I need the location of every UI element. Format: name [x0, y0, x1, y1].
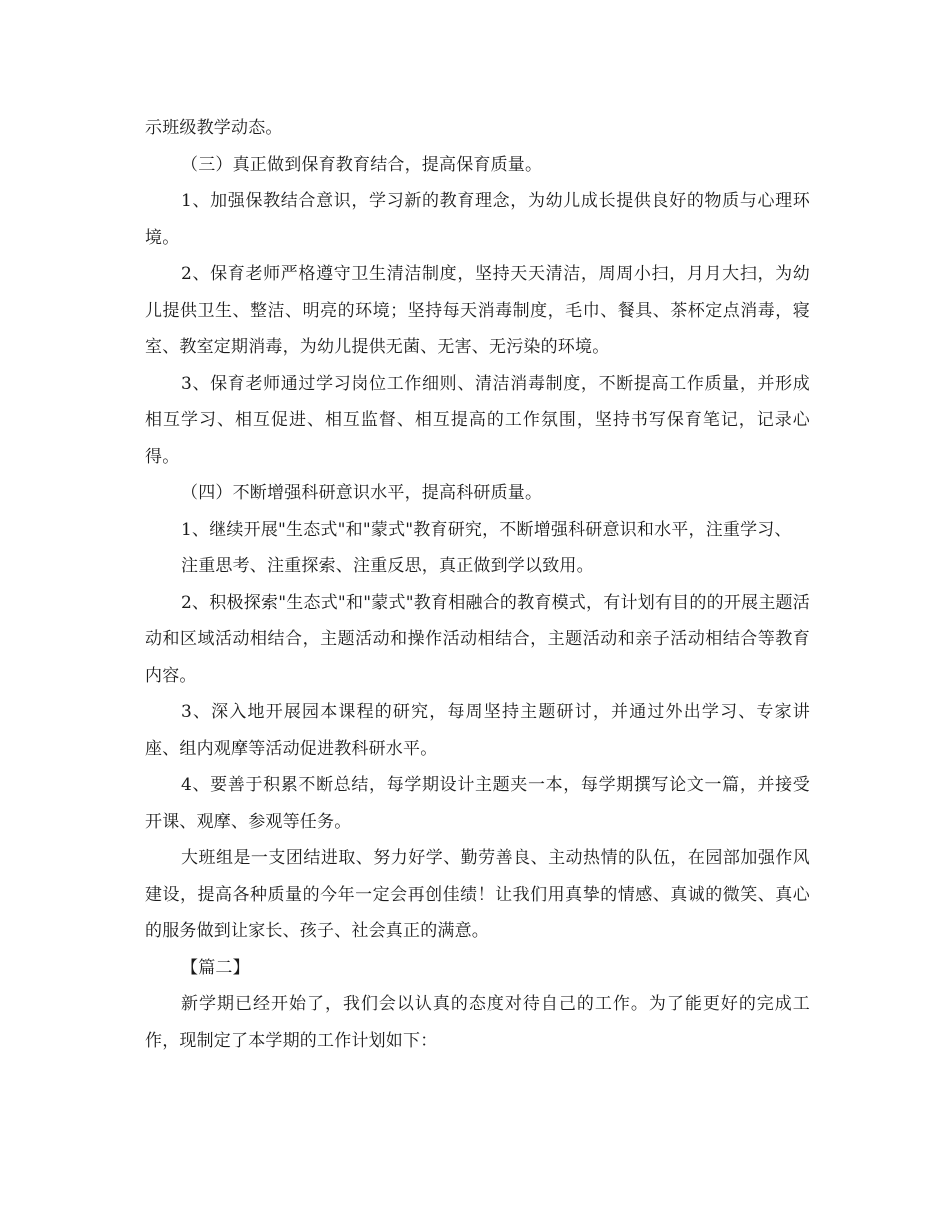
paragraph: 4、要善于积累不断总结，每学期设计主题夹一本，每学期撰写论文一篇，并接受开课、观摩、参观等任务。 [145, 775, 810, 832]
section-heading: （四）不断增强科研意识水平，提高科研质量。 [181, 483, 543, 503]
paragraph: 2、积极探索"生态式"和"蒙式"教育相融合的教育模式，有计划有目的的开展主题活动和区域活动相结合，主题活动和操作活动相结合，主题活动和亲子活动相结合等教育内容。 [145, 592, 810, 686]
paragraph: 新学期已经开始了，我们会以认真的态度对待自己的工作。为了能更好的完成工作，现制定了本学期的工作计划如下： [145, 994, 810, 1051]
paragraph: 3、保育老师通过学习岗位工作细则、清洁消毒制度，不断提高工作质量，并形成相互学习、相互促进、相互监督、相互提高的工作氛围，坚持书写保育笔记，记录心得。 [145, 373, 810, 467]
paragraph: 1、加强保教结合意识，学习新的教育理念，为幼儿成长提供良好的物质与心理环境。 [145, 191, 810, 248]
paragraph: 2、保育老师严格遵守卫生清洁制度，坚持天天清洁，周周小扫，月月大扫，为幼儿提供卫生、整洁、明亮的环境；坚持每天消毒制度，毛巾、餐具、茶杯定点消毒，寝室、教室定期消毒，为幼儿提供无菌、无害、无污染的环境。 [145, 264, 810, 357]
paragraph: 注重思考、注重探索、注重反思，真正做到学以致用。 [181, 556, 594, 576]
paragraph: 3、深入地开展园本课程的研究，每周坚持主题研讨，并通过外出学习、专家讲座、组内观摩等活动促进教科研水平。 [145, 702, 810, 759]
chapter-heading: 【篇二】 [181, 957, 250, 978]
document-body [145, 110, 810, 1059]
section-heading: （三）真正做到保育教育结合，提高保育质量。 [181, 154, 543, 175]
paragraph: 示班级教学动态。 [145, 118, 283, 138]
paragraph: 1、继续开展"生态式"和"蒙式"教育研究，不断增强科研意识和水平，注重学习、 [181, 519, 792, 540]
paragraph: 大班组是一支团结进取、努力好学、勤劳善良、主动热情的队伍，在园部加强作风建设，提高各种质量的今年一定会再创佳绩！让我们用真挚的情感、真诚的微笑、真心的服务做到让家长、孩子、社会真正的满意。 [145, 848, 810, 941]
